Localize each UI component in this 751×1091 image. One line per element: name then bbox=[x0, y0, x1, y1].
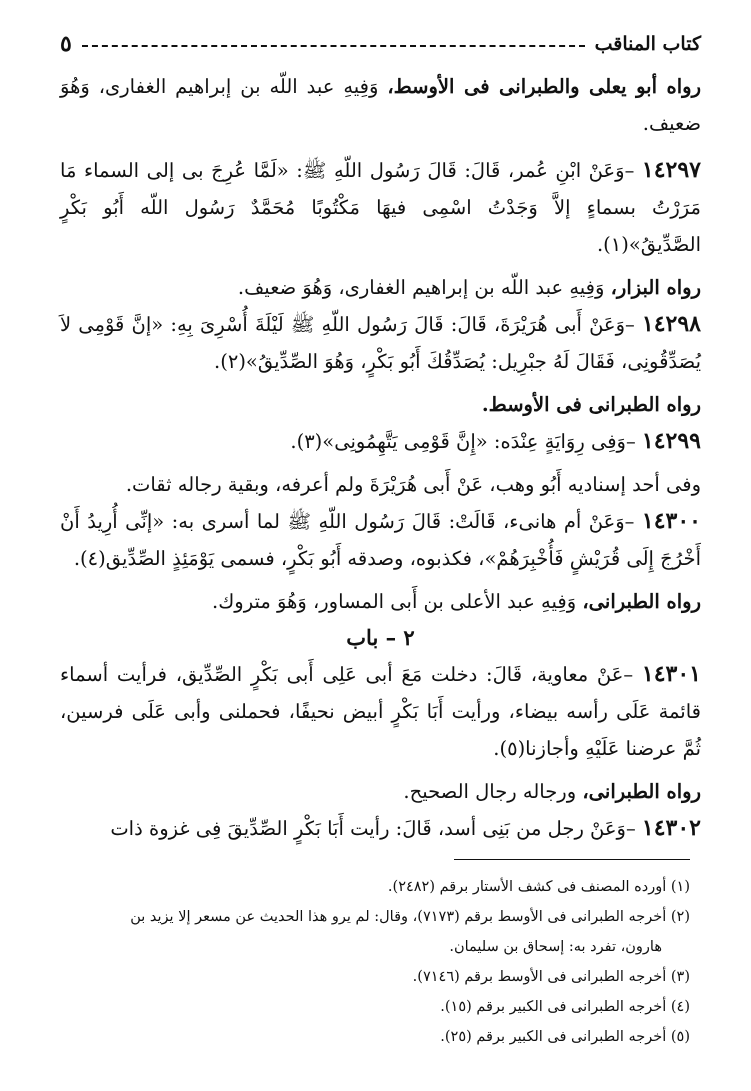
hadith-entry: ١٤٢٩٨ –وَعَنْ أَبى هُرَيْرَةَ، قَالَ: قَالَ رَسُول اللّهِ ﷺ لَيْلَةَ أُسْرِىَ بِهِ: «إنَّ قَوْمِى لاَ يُصَدِّقُونِى، فَقَالَ لَهُ جبْرِيل: يُصَدِّقُكَ أَبُو بَكْرٍ، وَهُوَ الصِّدِّيقُ»(٢). bbox=[60, 311, 701, 373]
hadith-number: ١٤٢٩٩ bbox=[641, 428, 701, 454]
narration-note: رواه أبو يعلى والطبرانى فى الأوسط، وَفِيهِ عبد اللّه بن إبراهيم الغفارى، وَهُوَ ضعيف. bbox=[60, 75, 702, 135]
hadith-entry: ١٤٣٠٠ –وَعَنْ أم هانىء، قَالَتْ: قَالَ رَسُول اللّهِ ﷺ لما أسرى به: «إنِّى أُرِيدُ أَنْ أَخْرُجَ إِلَى قُرَيْشٍ فَأُخْبِرَهُمْ»، فكذبوه، وصدقه أَبُو بَكْرٍ، فسمى يَوْمَئِذٍ الصِّدِّيق(٤). bbox=[60, 508, 701, 570]
hadith-number: ١٤٢٩٨ bbox=[641, 311, 701, 337]
hadith-number: ١٤٣٠٠ bbox=[641, 508, 701, 534]
hadith-number: ١٤٢٩٧ bbox=[641, 157, 701, 183]
footnote: (٥) أخرجه الطبرانى فى الكبير برقم (٢٥). bbox=[440, 1029, 690, 1045]
hadith-entry: ١٤٣٠٢ –وَعَنْ رجل من بَنِى أسد، قَالَ: رأيت أَبَا بَكْرٍ الصِّدِّيقَ فِى غزوة ذات bbox=[110, 815, 701, 841]
hadith-entry: ١٤٢٩٩ –وَفِى رِوَايَةٍ عِنْدَه: «إِنَّ قَوْمِى يَتَّهِمُونِى»(٣). bbox=[290, 428, 701, 454]
footnote-separator bbox=[454, 859, 690, 860]
hadith-entry: ١٤٢٩٧ –وَعَنْ ابْنِ عُمر، قَالَ: قَالَ رَسُول اللّهِ ﷺ: «لَمَّا عُرِجَ بى إلى السماء مَا مَرَرْتُ بسماءٍ إلاَّ وَجَدْتُ اسْمِى فيهَا مَكْتُوبًا مُحَمَّدٌ رَسُول اللّه أَبُو بَكْرٍ الصَّدِّيقُ»(١). bbox=[60, 157, 701, 256]
hadith-number: ١٤٣٠١ bbox=[641, 661, 701, 687]
running-header bbox=[60, 26, 701, 62]
commentary-note: وفى أحد إسناديه أَبُو وهب، عَنْ أَبى هُرَيْرَةَ ولم أعرفه، وبقية رجاله ثقات. bbox=[125, 473, 701, 496]
header-rule bbox=[82, 45, 585, 47]
hadith-number: ١٤٣٠٢ bbox=[641, 815, 701, 841]
footnote: (٣) أخرجه الطبرانى فى الأوسط برقم (٧١٤٦). bbox=[412, 969, 690, 985]
hadith-entry: ١٤٣٠١ –عَنْ معاوية، قَالَ: دخلت مَعَ أبى عَلِى أَبى بَكْرٍ الصِّدِّيق، فرأيت أسماء قائمة عَلَى رأسه بيضاء، ورأيت أَبَا بَكْرٍ أبيض نحيفًا، فحملنى وأبى عَلَى فرسين، ثُمَّ عرضنا عَلَيْهِ وأجازنا(٥). bbox=[60, 661, 701, 760]
footnotes bbox=[46, 872, 690, 1052]
footnote: (٢) أخرجه الطبرانى فى الأوسط برقم (٧١٧٣)، وقال: لم يرو هذا الحديث عن مسعر إلا يزيد بن bbox=[130, 909, 690, 925]
narration-note: رواه الطبرانى فى الأوسط. bbox=[481, 393, 701, 416]
chapter-heading: ٢ – باب bbox=[346, 625, 415, 650]
narration-note: رواه الطبرانى، وَفِيهِ عبد الأعلى بن أَبى المساور، وَهُوَ متروك. bbox=[212, 590, 701, 613]
footnote-continuation: هارون، تفرد به: إسحاق بن سليمان. bbox=[449, 939, 662, 955]
narration-note: رواه البزار، وَفِيهِ عبد اللّه بن إبراهيم الغفارى، وَهُوَ ضعيف. bbox=[237, 276, 701, 299]
footnote: (٤) أخرجه الطبرانى فى الكبير برقم (١٥). bbox=[440, 999, 690, 1015]
page-body bbox=[60, 68, 701, 847]
book-title: كتاب المناقب bbox=[594, 33, 701, 55]
narration-note: رواه الطبرانى، ورجاله رجال الصحيح. bbox=[403, 780, 701, 803]
page-number: ٥ bbox=[60, 31, 72, 57]
footnote: (١) أورده المصنف فى كشف الأستار برقم (٢٤٨٢). bbox=[387, 879, 690, 895]
